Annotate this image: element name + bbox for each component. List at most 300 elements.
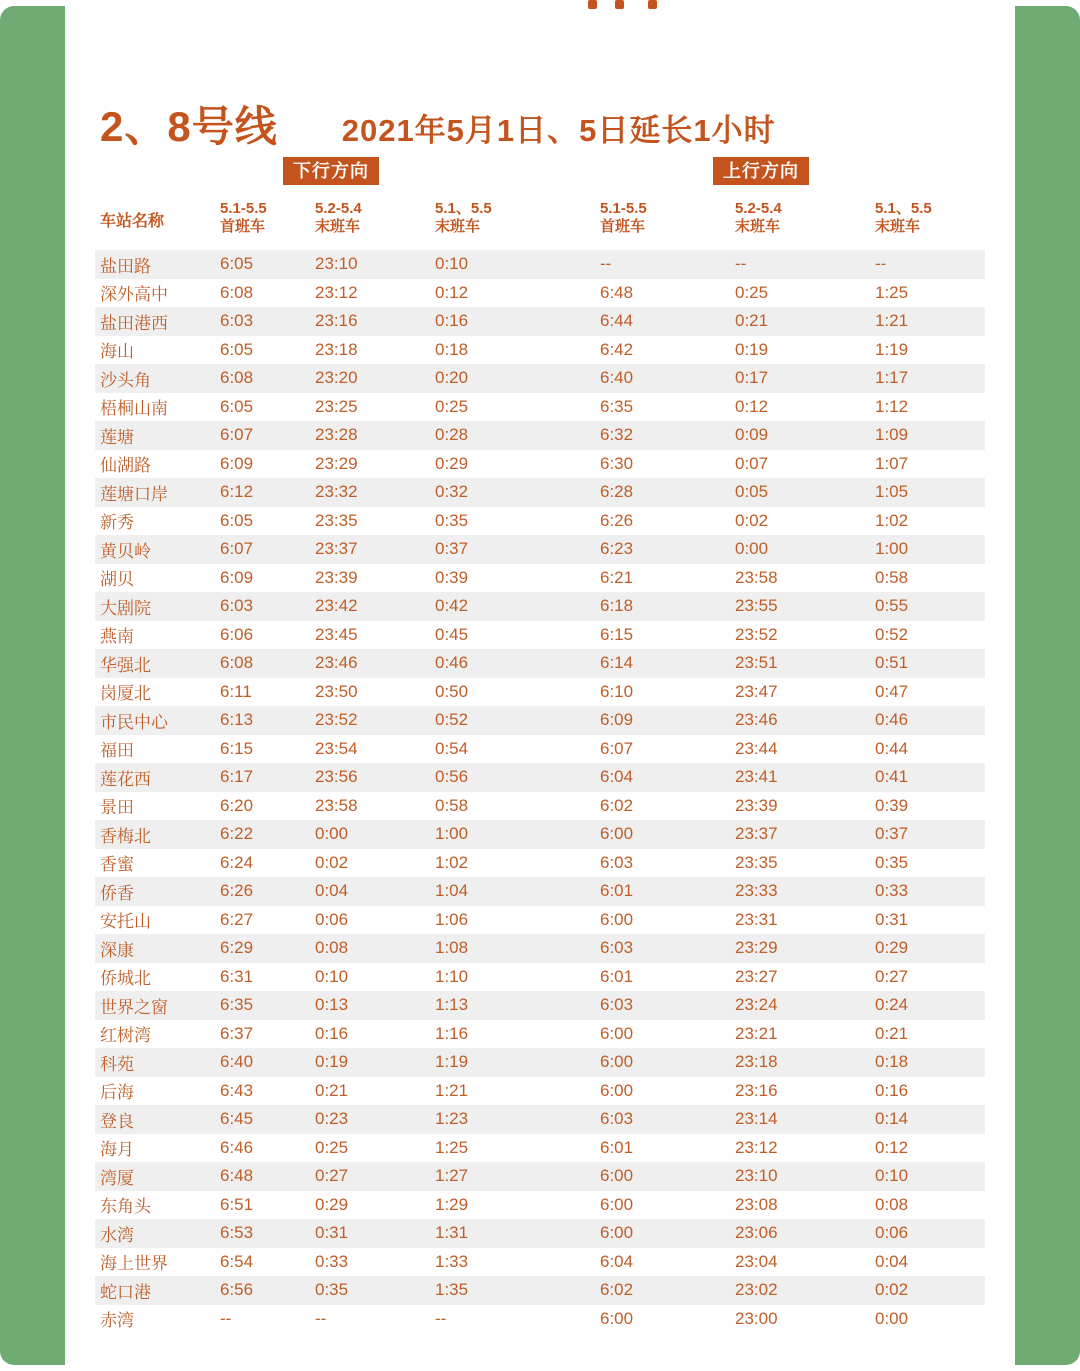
time-cell: 23:45	[315, 624, 358, 644]
time-cell: 23:33	[735, 881, 778, 901]
time-cell: 23:08	[735, 1194, 778, 1214]
table-row	[95, 592, 985, 621]
station-name: 黄贝岭	[100, 541, 151, 561]
station-name: 蛇口港	[100, 1282, 151, 1302]
time-cell: 23:37	[315, 539, 358, 559]
station-name: 香蜜	[100, 855, 134, 875]
time-cell: 0:12	[875, 1137, 909, 1157]
time-cell: 0:41	[875, 767, 909, 787]
table-row	[95, 963, 985, 992]
time-cell: 23:14	[735, 1109, 778, 1129]
time-cell: 6:37	[220, 1023, 254, 1043]
time-cell: 0:04	[315, 881, 349, 901]
time-cell: --	[875, 254, 887, 274]
station-name: 新秀	[100, 513, 134, 533]
table-row	[95, 1162, 985, 1191]
time-cell: 0:06	[875, 1223, 909, 1243]
time-cell: 0:55	[875, 596, 909, 616]
time-cell: 6:53	[220, 1223, 254, 1243]
time-cell: 6:10	[600, 681, 634, 701]
station-name: 赤湾	[100, 1311, 134, 1331]
station-name: 莲塘口岸	[100, 484, 168, 504]
table-row	[95, 507, 985, 536]
time-cell: 6:00	[600, 1223, 634, 1243]
time-cell: 6:23	[600, 539, 634, 559]
time-cell: 1:19	[875, 339, 909, 359]
table-row	[95, 564, 985, 593]
time-cell: 0:08	[315, 938, 349, 958]
time-cell: 0:52	[875, 624, 909, 644]
time-cell: 23:18	[315, 339, 358, 359]
time-cell: 6:05	[220, 510, 254, 530]
time-cell: 0:04	[875, 1251, 909, 1271]
time-cell: 0:54	[435, 738, 469, 758]
time-cell: 1:07	[875, 453, 909, 473]
time-cell: 6:04	[600, 767, 634, 787]
time-cell: 6:42	[600, 339, 634, 359]
time-cell: 23:06	[735, 1223, 778, 1243]
time-cell: 0:00	[315, 824, 349, 844]
time-cell: 6:26	[600, 510, 634, 530]
time-cell: 6:56	[220, 1280, 254, 1300]
time-cell: 6:32	[600, 425, 634, 445]
time-cell: 0:20	[435, 368, 469, 388]
time-cell: 6:17	[220, 767, 254, 787]
time-cell: 0:18	[435, 339, 469, 359]
table-row	[95, 1191, 985, 1220]
station-column-header: 车站名称	[100, 213, 165, 230]
time-cell: 1:25	[875, 282, 909, 302]
time-cell: 6:00	[600, 1166, 634, 1186]
time-cell: 6:09	[220, 453, 254, 473]
time-cell: 0:29	[875, 938, 909, 958]
station-name: 市民中心	[100, 712, 168, 732]
time-cell: 23:29	[735, 938, 778, 958]
table-row	[95, 450, 985, 479]
time-cell: 1:08	[435, 938, 469, 958]
time-cell: 0:25	[435, 396, 469, 416]
time-cell: 0:00	[875, 1308, 909, 1328]
table-row	[95, 763, 985, 792]
time-cell: 1:35	[435, 1280, 469, 1300]
table-row	[95, 877, 985, 906]
time-cell: 0:14	[875, 1109, 909, 1129]
time-cell: 0:52	[435, 710, 469, 730]
table-row	[95, 792, 985, 821]
table-row	[95, 906, 985, 935]
table-row	[95, 307, 985, 336]
time-cell: 1:19	[435, 1052, 469, 1072]
time-cell: 0:56	[435, 767, 469, 787]
time-cell: 0:16	[315, 1023, 349, 1043]
time-cell: 6:01	[600, 966, 634, 986]
table-row	[95, 393, 985, 422]
time-cell: 0:27	[315, 1166, 349, 1186]
table-row	[95, 706, 985, 735]
time-cell: 6:07	[220, 425, 254, 445]
time-cell: 6:08	[220, 282, 254, 302]
time-cell: 6:09	[220, 567, 254, 587]
table-row	[95, 735, 985, 764]
time-cell: 23:35	[735, 852, 778, 872]
column-header-4: 5.1-5.5 首班车	[600, 200, 647, 235]
time-cell: 6:00	[600, 824, 634, 844]
time-cell: 1:00	[875, 539, 909, 559]
time-cell: 1:27	[435, 1166, 469, 1186]
time-cell: 0:45	[435, 624, 469, 644]
time-cell: 1:00	[435, 824, 469, 844]
time-cell: 6:03	[220, 311, 254, 331]
time-cell: 0:39	[875, 795, 909, 815]
table-row	[95, 364, 985, 393]
station-name: 香梅北	[100, 826, 151, 846]
time-cell: 1:21	[435, 1080, 469, 1100]
time-cell: 6:46	[220, 1137, 254, 1157]
time-cell: 6:44	[600, 311, 634, 331]
station-name: 盐田港西	[100, 313, 168, 333]
time-cell: 1:31	[435, 1223, 469, 1243]
station-name: 华强北	[100, 655, 151, 675]
station-name: 大剧院	[100, 598, 151, 618]
time-cell: 23:37	[735, 824, 778, 844]
table-row	[95, 1134, 985, 1163]
time-cell: 23:58	[735, 567, 778, 587]
station-name: 登良	[100, 1111, 134, 1131]
time-cell: 6:00	[600, 1080, 634, 1100]
time-cell: 6:02	[600, 1280, 634, 1300]
time-cell: 0:23	[315, 1109, 349, 1129]
time-cell: 6:03	[220, 596, 254, 616]
time-cell: 23:50	[315, 681, 358, 701]
time-cell: 23:12	[735, 1137, 778, 1157]
station-name: 沙头角	[100, 370, 151, 390]
table-row	[95, 934, 985, 963]
time-cell: 23:02	[735, 1280, 778, 1300]
time-cell: 1:17	[875, 368, 909, 388]
time-cell: 0:00	[735, 539, 769, 559]
time-cell: 0:28	[435, 425, 469, 445]
time-cell: 6:06	[220, 624, 254, 644]
time-cell: 23:16	[315, 311, 358, 331]
time-cell: 0:50	[435, 681, 469, 701]
time-cell: 0:16	[875, 1080, 909, 1100]
time-cell: 23:04	[735, 1251, 778, 1271]
time-cell: 0:33	[315, 1251, 349, 1271]
time-cell: 23:25	[315, 396, 358, 416]
table-row	[95, 849, 985, 878]
station-name: 侨城北	[100, 969, 151, 989]
time-cell: 6:31	[220, 966, 254, 986]
time-cell: 0:46	[435, 653, 469, 673]
time-cell: 6:03	[600, 995, 634, 1015]
time-cell: 6:07	[600, 738, 634, 758]
time-cell: --	[220, 1308, 232, 1328]
time-cell: 0:21	[875, 1023, 909, 1043]
time-cell: --	[315, 1308, 327, 1328]
time-cell: 6:00	[600, 1308, 634, 1328]
time-cell: 0:35	[315, 1280, 349, 1300]
time-cell: --	[735, 254, 747, 274]
time-cell: 0:29	[435, 453, 469, 473]
station-name: 岗厦北	[100, 684, 151, 704]
time-cell: 1:12	[875, 396, 909, 416]
station-name: 梧桐山南	[100, 399, 168, 419]
station-name: 深外高中	[100, 285, 168, 305]
time-cell: 1:16	[435, 1023, 469, 1043]
timetable-table	[95, 200, 985, 1333]
time-cell: 6:05	[220, 339, 254, 359]
time-cell: 1:02	[875, 510, 909, 530]
time-cell: 1:06	[435, 909, 469, 929]
title-row	[100, 94, 776, 154]
time-cell: 0:37	[875, 824, 909, 844]
table-row	[95, 991, 985, 1020]
time-cell: 6:05	[220, 254, 254, 274]
station-name: 红树湾	[100, 1026, 151, 1046]
time-cell: 1:29	[435, 1194, 469, 1214]
station-name: 东角头	[100, 1197, 151, 1217]
table-row	[95, 649, 985, 678]
time-cell: 23:46	[735, 710, 778, 730]
column-header-6: 5.1、5.5 末班车	[875, 200, 932, 235]
time-cell: 6:35	[220, 995, 254, 1015]
time-cell: 1:23	[435, 1109, 469, 1129]
time-cell: 0:21	[735, 311, 769, 331]
page-subtitle: 2021年5月1日、5日延长1小时	[341, 113, 776, 148]
time-cell: 6:24	[220, 852, 254, 872]
station-name: 湖贝	[100, 570, 134, 590]
time-cell: 23:44	[735, 738, 778, 758]
time-cell: 23:21	[735, 1023, 778, 1043]
table-row	[95, 1305, 985, 1334]
time-cell: 0:12	[435, 282, 469, 302]
station-name: 燕南	[100, 627, 134, 647]
time-cell: 6:03	[600, 938, 634, 958]
cropped-text-fragment	[588, 0, 597, 9]
station-name: 仙湖路	[100, 456, 151, 476]
time-cell: 6:02	[600, 795, 634, 815]
time-cell: 0:10	[435, 254, 469, 274]
station-name: 莲塘	[100, 427, 134, 447]
time-cell: 6:08	[220, 368, 254, 388]
time-cell: 6:12	[220, 482, 254, 502]
time-cell: 23:29	[315, 453, 358, 473]
time-cell: 6:05	[220, 396, 254, 416]
time-cell: 23:42	[315, 596, 358, 616]
time-cell: 0:02	[315, 852, 349, 872]
time-cell: 6:09	[600, 710, 634, 730]
time-cell: 23:46	[315, 653, 358, 673]
time-cell: 6:54	[220, 1251, 254, 1271]
time-cell: 0:24	[875, 995, 909, 1015]
station-name: 海月	[100, 1140, 134, 1160]
station-name: 深康	[100, 940, 134, 960]
time-cell: 23:16	[735, 1080, 778, 1100]
time-cell: 6:45	[220, 1109, 254, 1129]
time-cell: 0:39	[435, 567, 469, 587]
table-row	[95, 478, 985, 507]
table-row	[95, 1048, 985, 1077]
table-row	[95, 1276, 985, 1305]
time-cell: 0:42	[435, 596, 469, 616]
table-row	[95, 1105, 985, 1134]
table-row	[95, 336, 985, 365]
table-row	[95, 535, 985, 564]
time-cell: 6:08	[220, 653, 254, 673]
time-cell: 6:14	[600, 653, 634, 673]
time-cell: 0:44	[875, 738, 909, 758]
time-cell: 23:10	[315, 254, 358, 274]
time-cell: 0:19	[315, 1052, 349, 1072]
time-cell: 6:35	[600, 396, 634, 416]
station-name: 盐田路	[100, 256, 151, 276]
page-title: 2、8号线	[100, 103, 278, 150]
table-row	[95, 1248, 985, 1277]
time-cell: 23:47	[735, 681, 778, 701]
time-cell: 0:06	[315, 909, 349, 929]
time-cell: 1:05	[875, 482, 909, 502]
time-cell: 0:32	[435, 482, 469, 502]
time-cell: 0:25	[735, 282, 769, 302]
time-cell: 23:52	[735, 624, 778, 644]
time-cell: 23:58	[315, 795, 358, 815]
table-row	[95, 1020, 985, 1049]
time-cell: 0:21	[315, 1080, 349, 1100]
time-cell: 0:27	[875, 966, 909, 986]
time-cell: 23:10	[735, 1166, 778, 1186]
column-header-5: 5.2-5.4 末班车	[735, 200, 782, 235]
time-cell: 0:29	[315, 1194, 349, 1214]
time-cell: 23:12	[315, 282, 358, 302]
station-name: 福田	[100, 741, 134, 761]
time-cell: 6:00	[600, 1194, 634, 1214]
time-cell: --	[600, 254, 612, 274]
time-cell: 0:31	[315, 1223, 349, 1243]
time-cell: 0:10	[875, 1166, 909, 1186]
column-header-1: 5.1-5.5 首班车	[220, 200, 267, 235]
table-row	[95, 621, 985, 650]
table-row	[95, 678, 985, 707]
time-cell: 0:33	[875, 881, 909, 901]
time-cell: 23:56	[315, 767, 358, 787]
time-cell: 23:55	[735, 596, 778, 616]
time-cell: 6:03	[600, 1109, 634, 1129]
time-cell: 23:28	[315, 425, 358, 445]
time-cell: 0:35	[875, 852, 909, 872]
time-cell: 0:02	[735, 510, 769, 530]
time-cell: 0:08	[875, 1194, 909, 1214]
table-row	[95, 1219, 985, 1248]
station-name: 安托山	[100, 912, 151, 932]
station-name: 世界之窗	[100, 997, 168, 1017]
time-cell: 6:27	[220, 909, 254, 929]
table-row	[95, 421, 985, 450]
direction-badge-down: 下行方向	[283, 157, 379, 185]
time-cell: 0:37	[435, 539, 469, 559]
time-cell: 6:04	[600, 1251, 634, 1271]
time-cell: 0:58	[435, 795, 469, 815]
time-cell: 6:29	[220, 938, 254, 958]
timetable-card	[65, 0, 1015, 1371]
time-cell: 0:58	[875, 567, 909, 587]
time-cell: 1:09	[875, 425, 909, 445]
time-cell: 0:09	[735, 425, 769, 445]
time-cell: 6:00	[600, 1023, 634, 1043]
table-row	[95, 250, 985, 279]
time-cell: 6:18	[600, 596, 634, 616]
time-cell: 23:27	[735, 966, 778, 986]
column-header-3: 5.1、5.5 末班车	[435, 200, 492, 235]
time-cell: 0:25	[315, 1137, 349, 1157]
time-cell: 6:43	[220, 1080, 254, 1100]
time-cell: 1:33	[435, 1251, 469, 1271]
station-name: 科苑	[100, 1054, 134, 1074]
time-cell: 1:04	[435, 881, 469, 901]
time-cell: 1:10	[435, 966, 469, 986]
time-cell: 0:10	[315, 966, 349, 986]
time-cell: 0:47	[875, 681, 909, 701]
time-cell: 1:02	[435, 852, 469, 872]
time-cell: 0:46	[875, 710, 909, 730]
time-cell: 6:21	[600, 567, 634, 587]
time-cell: 0:51	[875, 653, 909, 673]
time-cell: 6:51	[220, 1194, 254, 1214]
table-header-row	[95, 200, 985, 244]
station-name: 海山	[100, 342, 134, 362]
station-name: 水湾	[100, 1225, 134, 1245]
time-cell: 0:12	[735, 396, 769, 416]
time-cell: 23:39	[315, 567, 358, 587]
station-name: 莲花西	[100, 769, 151, 789]
station-name: 湾厦	[100, 1168, 134, 1188]
time-cell: 0:17	[735, 368, 769, 388]
time-cell: 6:15	[600, 624, 634, 644]
time-cell: 6:48	[600, 282, 634, 302]
table-body	[95, 250, 985, 1333]
station-name: 景田	[100, 798, 134, 818]
time-cell: 23:00	[735, 1308, 778, 1328]
time-cell: 6:03	[600, 852, 634, 872]
time-cell: 23:51	[735, 653, 778, 673]
station-name: 后海	[100, 1083, 134, 1103]
time-cell: 6:07	[220, 539, 254, 559]
time-cell: 6:01	[600, 1137, 634, 1157]
time-cell: 23:18	[735, 1052, 778, 1072]
time-cell: 0:35	[435, 510, 469, 530]
time-cell: 6:00	[600, 1052, 634, 1072]
direction-badge-up: 上行方向	[713, 157, 809, 185]
time-cell: --	[435, 1308, 447, 1328]
time-cell: 6:48	[220, 1166, 254, 1186]
time-cell: 6:13	[220, 710, 254, 730]
time-cell: 6:00	[600, 909, 634, 929]
time-cell: 23:39	[735, 795, 778, 815]
time-cell: 0:02	[875, 1280, 909, 1300]
time-cell: 0:07	[735, 453, 769, 473]
time-cell: 6:15	[220, 738, 254, 758]
time-cell: 6:40	[220, 1052, 254, 1072]
time-cell: 0:19	[735, 339, 769, 359]
time-cell: 6:22	[220, 824, 254, 844]
time-cell: 23:52	[315, 710, 358, 730]
station-name: 侨香	[100, 883, 134, 903]
time-cell: 1:13	[435, 995, 469, 1015]
time-cell: 0:18	[875, 1052, 909, 1072]
time-cell: 6:01	[600, 881, 634, 901]
time-cell: 6:20	[220, 795, 254, 815]
time-cell: 0:13	[315, 995, 349, 1015]
time-cell: 23:41	[735, 767, 778, 787]
